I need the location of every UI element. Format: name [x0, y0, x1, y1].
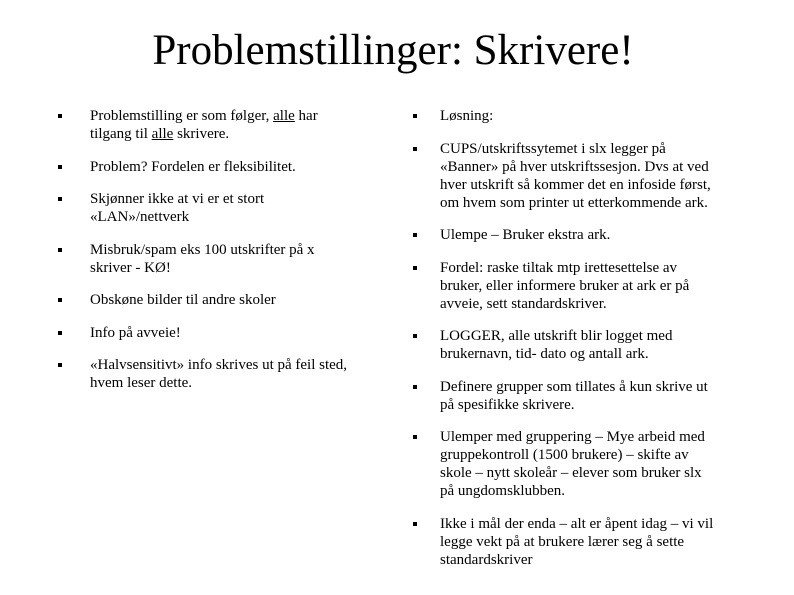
right-bullet-item	[413, 226, 753, 244]
left-bullet-item	[58, 158, 388, 176]
bullet-line: på ungdomsklubben.	[440, 483, 565, 499]
right-bullet-list	[413, 107, 753, 569]
text-segment: skrivere.	[173, 126, 230, 142]
left-bullet-item	[58, 324, 388, 342]
bullet-line: legge vekt på at brukere lærer seg å sette	[440, 533, 685, 550]
left-bullet-item	[58, 291, 388, 309]
bullet-icon	[58, 114, 62, 118]
bullet-icon	[413, 522, 417, 526]
underlined-text: alle	[273, 108, 295, 124]
bullet-line	[90, 125, 388, 143]
bullet-line: «Banner» på hver utskriftssesjon. Dvs at ved	[440, 158, 709, 175]
bullet-line: Definere grupper som tillates å kun skrive ut	[440, 378, 708, 395]
right-bullet-item	[413, 140, 753, 212]
bullet-line: hvem leser dette.	[90, 375, 193, 391]
bullet-line: «Halvsensitivt» info skrives ut på feil sted,	[90, 357, 348, 373]
text-segment: har	[294, 108, 318, 124]
bullet-line: brukernavn, tid- dato og antall ark.	[440, 346, 649, 362]
left-bullet-list	[58, 107, 388, 392]
bullet-line: Problem? Fordelen er fleksibilitet.	[90, 158, 296, 175]
bullet-icon	[413, 233, 417, 237]
left-bullet-item	[58, 107, 388, 143]
bullet-icon	[413, 147, 417, 151]
bullet-icon	[58, 197, 62, 201]
bullet-line: på spesifikke skrivere.	[440, 396, 575, 413]
right-bullet-item	[413, 428, 753, 500]
bullet-line: Fordel: raske tiltak mtp irettesettelse av	[440, 259, 678, 276]
right-bullet-item	[413, 107, 753, 125]
bullet-icon	[58, 363, 62, 367]
underlined-text: alle	[151, 126, 174, 142]
bullet-line: skriver - KØ!	[90, 259, 171, 276]
text-segment: Problemstilling er som følger,	[90, 108, 274, 124]
right-bullet-item	[413, 515, 753, 569]
bullet-icon	[413, 114, 417, 118]
slide-title: Problemstillinger: Skrivere!	[152, 27, 634, 74]
bullet-line	[90, 107, 388, 125]
bullet-line: bruker, eller informere bruker at ark er på	[440, 277, 690, 294]
bullet-line: Misbruk/spam eks 100 utskrifter på x	[90, 241, 315, 258]
bullet-line: LOGGER, alle utskrift blir logget med	[440, 328, 673, 344]
bullet-line: Skjønner ikke at vi er et stort	[90, 191, 265, 207]
bullet-line: hver utskrift så kommer det en infoside først,	[440, 176, 711, 193]
bullet-icon	[58, 331, 62, 335]
bullet-line: skole – nytt skoleår – elever som bruker slx	[440, 465, 702, 481]
text-segment: tilgang til	[90, 126, 152, 142]
bullet-line: standardskriver	[440, 551, 533, 568]
bullet-line: avveie, sett standardskriver.	[440, 295, 607, 312]
bullet-icon	[58, 165, 62, 169]
bullet-icon	[413, 385, 417, 389]
bullet-line: Obskøne bilder til andre skoler	[90, 292, 276, 308]
bullet-line: «LAN»/nettverk	[90, 209, 190, 225]
left-bullet-item	[58, 241, 388, 277]
right-bullet-item	[413, 259, 753, 313]
left-bullet-item	[58, 190, 388, 226]
left-bullet-item	[58, 356, 388, 392]
bullet-line: CUPS/utskriftssytemet i slx legger på	[440, 140, 666, 157]
right-bullet-item	[413, 378, 753, 414]
bullet-icon	[413, 435, 417, 439]
bullet-line: Ulemper med gruppering – Mye arbeid med	[440, 429, 705, 445]
right-bullet-item	[413, 327, 753, 363]
bullet-line: Ulempe – Bruker ekstra ark.	[440, 227, 611, 243]
bullet-line: om hvem som printer ut etterkommende ark.	[440, 194, 708, 211]
bullet-line: Ikke i mål der enda – alt er åpent idag – vi vil	[440, 515, 714, 532]
bullet-icon	[58, 248, 62, 252]
bullet-icon	[413, 334, 417, 338]
bullet-line: Løsning:	[440, 108, 494, 124]
bullet-icon	[413, 266, 417, 270]
bullet-line: Info på avveie!	[90, 324, 181, 341]
bullet-icon	[58, 298, 62, 302]
bullet-line: gruppekontroll (1500 brukere) – skifte av	[440, 447, 689, 463]
